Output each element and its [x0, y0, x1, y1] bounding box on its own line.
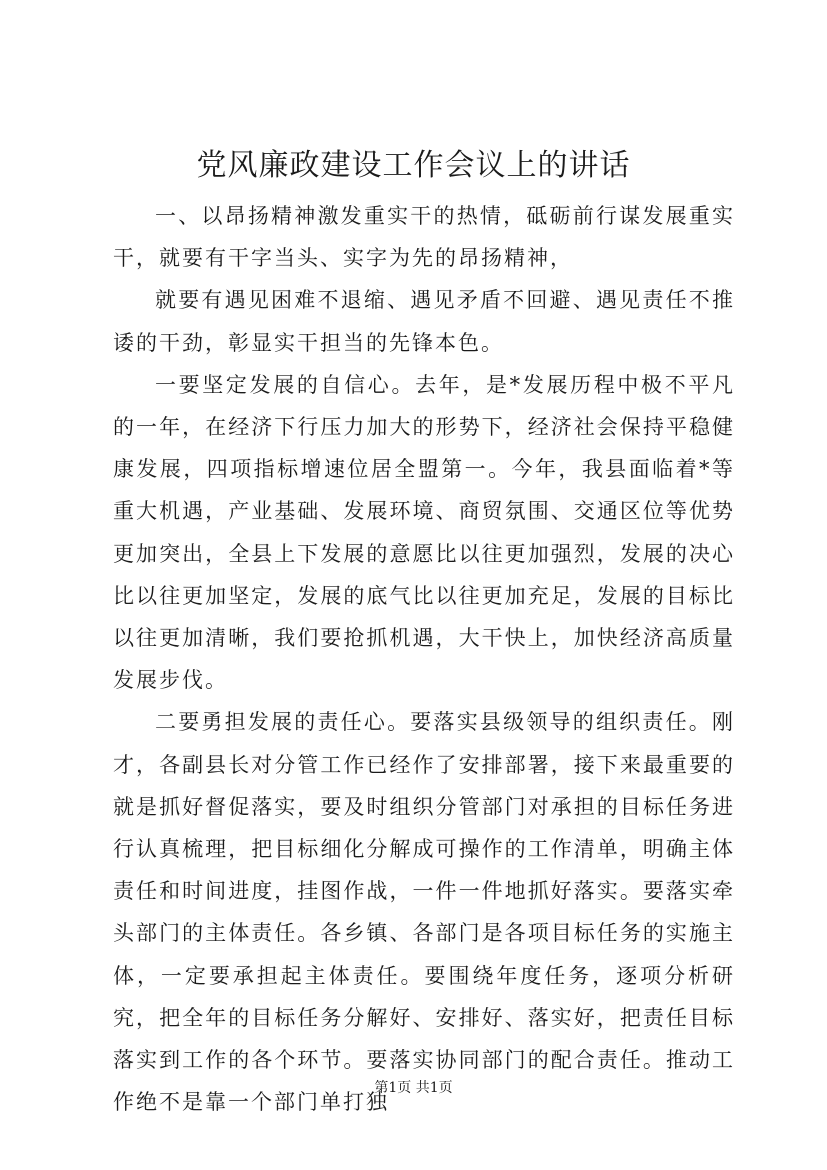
paragraph-4: 二要勇担发展的责任心。要落实县级领导的组织责任。刚才，各副县长对分管工作已经作了安排部署，接下来最重要的就是抓好督促落实，要及时组织分管部门对承担的目标任务进行认真梳理，把目标细化分解成可操作的工作清单，明确主体责任和时间进度，挂图作战，一件一件地抓好落实。要落实牵头部门的主体责任。各乡镇、各部门是各项目标任务的实施主体，一定要承担起主体责任。要围绕年度任务，逐项分析研究，把全年的目标任务分解好、安排好、落实好，把责任目标落实到工作的各个环节。要落实协同部门的配合责任。推动工作绝不是靠一个部门单打独: [113, 710, 735, 1115]
paragraph-1: 一、以昂扬精神激发重实干的热情，砥砺前行谋发展重实干，就要有干字当头、实字为先的昂扬精神，: [113, 204, 735, 271]
page-footer: 第1页 共1页: [374, 1080, 453, 1096]
document-title: 党风廉政建设工作会议上的讲话: [196, 148, 631, 183]
paragraph-3: 一要坚定发展的自信心。去年，是*发展历程中极不平凡的一年，在经济下行压力加大的形势下，经济社会保持平稳健康发展，四项指标增速位居全盟第一。今年，我县面临着*等重大机遇，产业基础、发展环境、商贸氛围、交通区位等优势更加突出，全县上下发展的意愿比以往更加强烈，发展的决心比以往更加坚定，发展的底气比以往更加充足，发展的目标比以往更加清晰，我们要抢抓机遇，大干快上，加快经济高质量发展步伐。: [113, 372, 735, 693]
document-body: [113, 195, 735, 1123]
paragraph-2: 就要有遇见困难不退缩、遇见矛盾不回避、遇见责任不推诿的干劲，彰显实干担当的先锋本色。: [113, 288, 735, 355]
